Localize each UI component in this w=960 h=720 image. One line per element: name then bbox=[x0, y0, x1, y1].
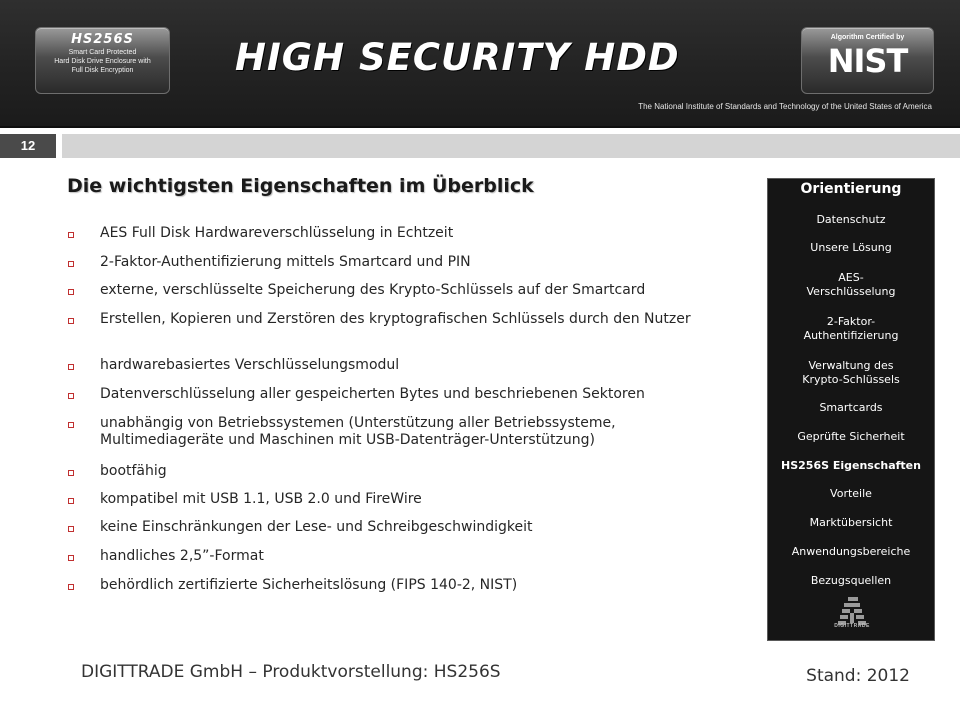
sidebar-item[interactable]: Verwaltung des Krypto-Schlüssels bbox=[802, 359, 900, 386]
bullet-square-icon bbox=[68, 470, 74, 476]
feature-text: behördlich zertifizierte Sicherheitslösung (FIPS 140-2, NIST) bbox=[100, 577, 518, 593]
feature-text: bootfähig bbox=[100, 463, 167, 479]
sidebar-item[interactable]: AES- Verschlüsselung bbox=[806, 271, 896, 298]
bullet-square-icon bbox=[68, 364, 74, 370]
bullet-square-icon bbox=[68, 584, 74, 590]
footer-date: Stand: 2012 bbox=[806, 666, 910, 686]
sidebar-title: Orientierung bbox=[800, 181, 902, 197]
feature-item bbox=[68, 254, 738, 271]
orientation-sidebar bbox=[767, 178, 935, 641]
divider-strip bbox=[62, 134, 960, 158]
slide-number: 12 bbox=[0, 134, 56, 158]
feature-item bbox=[68, 577, 738, 594]
feature-item bbox=[68, 311, 738, 328]
nist-logo: NIST bbox=[827, 42, 908, 80]
section-heading: Die wichtigsten Eigenschaften im Überblick bbox=[67, 175, 534, 197]
feature-item bbox=[68, 386, 738, 403]
badge-title: HS256S bbox=[71, 32, 134, 47]
bullet-square-icon bbox=[68, 393, 74, 399]
feature-text: hardwarebasiertes Verschlüsselungsmodul bbox=[100, 357, 400, 373]
bullet-square-icon bbox=[68, 422, 74, 428]
bullet-square-icon bbox=[68, 526, 74, 532]
sidebar-item[interactable]: 2-Faktor- Authentifizierung bbox=[803, 315, 899, 342]
feature-item bbox=[68, 519, 738, 536]
badge-line: Smart Card Protected bbox=[68, 49, 137, 56]
feature-item bbox=[68, 282, 738, 299]
feature-text: Erstellen, Kopieren und Zerstören des kryptografischen Schlüssels durch den Nutzer bbox=[100, 311, 691, 327]
sidebar-item[interactable]: Vorteile bbox=[830, 487, 872, 500]
feature-text: unabhängig von Betriebssystemen (Unterstützung aller Betriebssysteme, Multimediageräte und Maschinen mit USB-Datenträger-Unterstützung) bbox=[100, 415, 616, 448]
page-title: HIGH SECURITY HDD bbox=[235, 36, 680, 79]
feature-text: keine Einschränkungen der Lese- und Schreibgeschwindigkeit bbox=[100, 519, 533, 535]
feature-item bbox=[68, 548, 738, 565]
feature-text: kompatibel mit USB 1.1, USB 2.0 und FireWire bbox=[100, 491, 422, 507]
sidebar-item[interactable]: Unsere Lösung bbox=[810, 241, 892, 254]
bullet-square-icon bbox=[68, 232, 74, 238]
feature-item bbox=[68, 415, 738, 449]
bullet-square-icon bbox=[68, 261, 74, 267]
bullet-square-icon bbox=[68, 318, 74, 324]
sidebar-item[interactable]: Marktübersicht bbox=[809, 516, 893, 529]
bullet-square-icon bbox=[68, 555, 74, 561]
sidebar-item[interactable]: Geprüfte Sicherheit bbox=[797, 430, 905, 443]
feature-item bbox=[68, 225, 738, 242]
sidebar-item[interactable]: Datenschutz bbox=[816, 213, 886, 226]
badge-line: Full Disk Encryption bbox=[71, 67, 134, 74]
feature-text: Datenverschlüsselung aller gespeicherten Bytes und beschriebenen Sektoren bbox=[100, 386, 645, 402]
bullet-square-icon bbox=[68, 289, 74, 295]
feature-text: 2-Faktor-Authentifizierung mittels Smartcard und PIN bbox=[100, 254, 471, 270]
feature-item bbox=[68, 357, 738, 374]
bullet-square-icon bbox=[68, 498, 74, 504]
nist-certified-text: Algorithm Certified by bbox=[830, 34, 905, 41]
badge-line: Hard Disk Drive Enclosure with bbox=[54, 58, 151, 65]
feature-item bbox=[68, 491, 738, 508]
sidebar-item[interactable]: Anwendungsbereiche bbox=[791, 545, 911, 558]
header-banner bbox=[0, 0, 960, 128]
sidebar-logo-text: DIGITTRADE bbox=[834, 623, 870, 629]
feature-text: AES Full Disk Hardwareverschlüsselung in Echtzeit bbox=[100, 225, 454, 241]
footer-company: DIGITTRADE GmbH – Produktvorstellung: HS256S bbox=[81, 662, 501, 682]
feature-item bbox=[68, 463, 738, 480]
feature-text: externe, verschlüsselte Speicherung des Krypto-Schlüssels auf der Smartcard bbox=[100, 282, 646, 298]
feature-text: handliches 2,5”-Format bbox=[100, 548, 264, 564]
sidebar-item[interactable]: Smartcards bbox=[819, 401, 883, 414]
sidebar-item[interactable]: HS256S Eigenschaften bbox=[781, 459, 921, 472]
sidebar-item[interactable]: Bezugsquellen bbox=[810, 574, 892, 587]
nist-caption: The National Institute of Standards and Technology of the United States of America bbox=[638, 102, 932, 111]
hs256s-badge bbox=[35, 27, 170, 94]
nist-badge bbox=[801, 27, 934, 94]
